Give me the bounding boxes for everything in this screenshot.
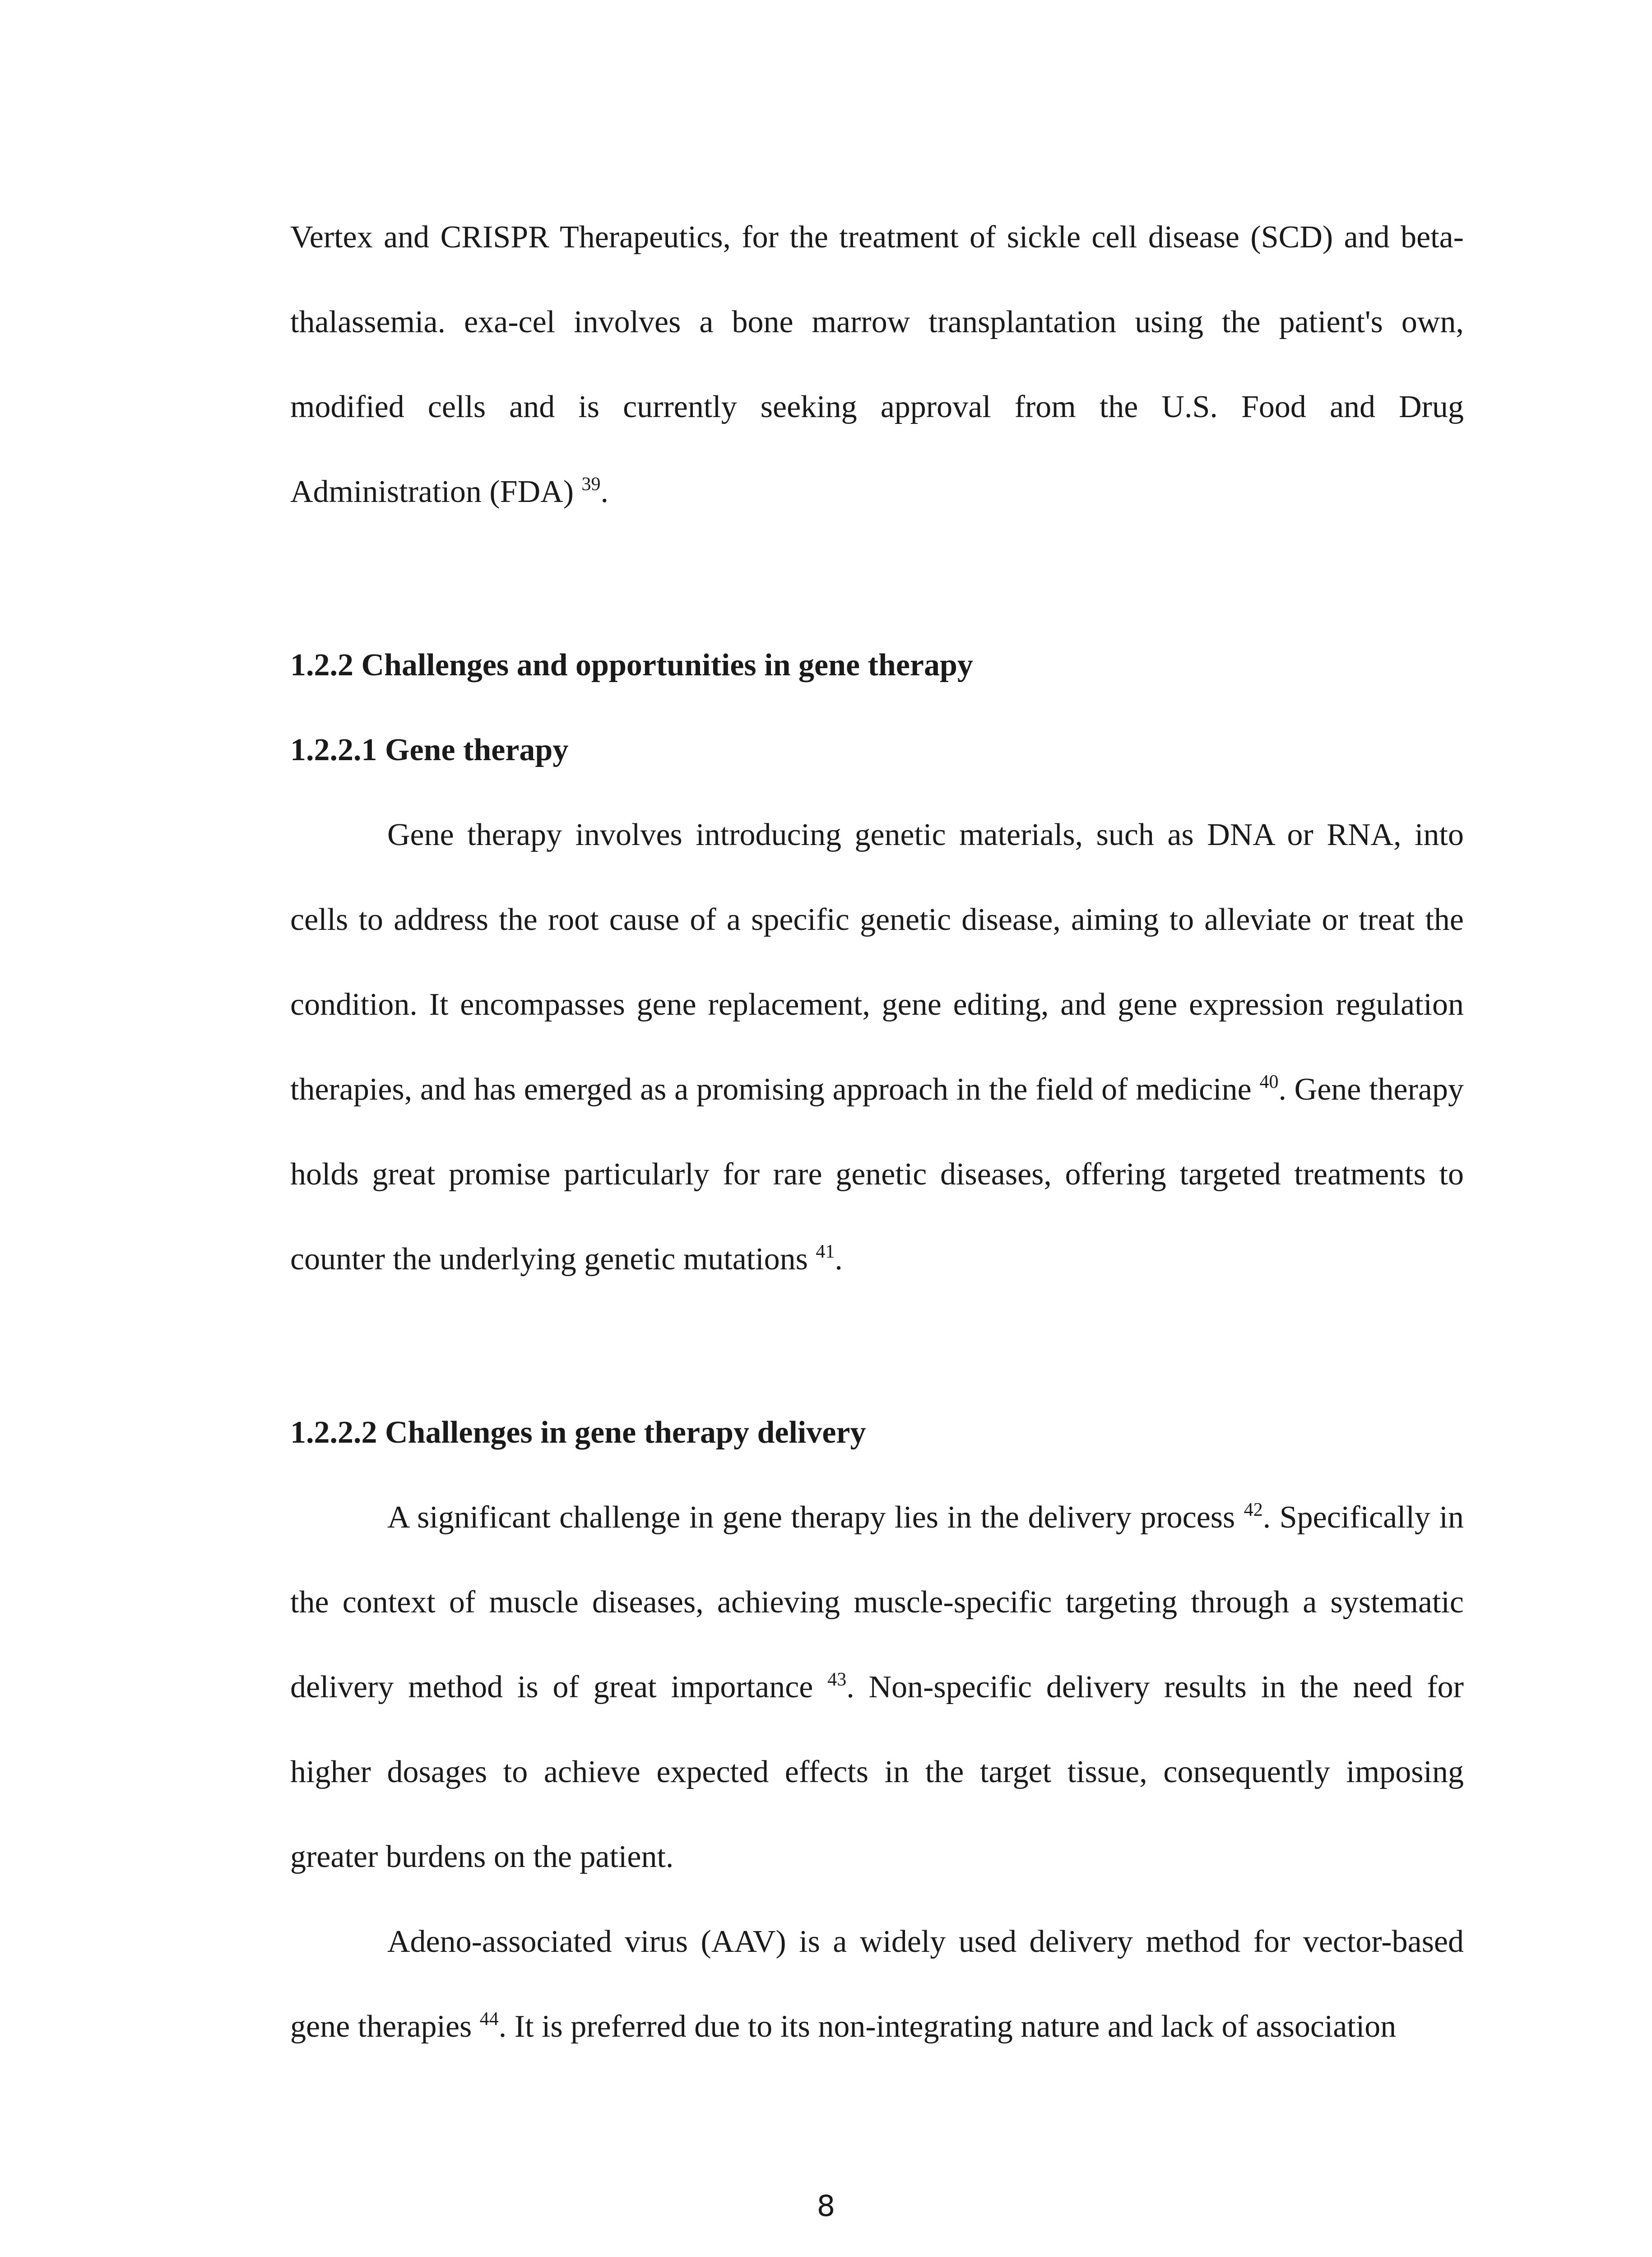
section-heading-1-2-2: 1.2.2 Challenges and opportunities in gene therapy [290,648,973,683]
section-heading-1-2-2-1: 1.2.2.1 Gene therapy [290,733,569,767]
intro-paragraph: Vertex and CRISPR Therapeutics, for the treatment of sickle cell disease (SCD) and beta-thalassemia. exa-cel involves a bone marrow transplantation using the patient's own, modified cells and is currently seeking approval from the U.S. Food and Drug Administration (FDA) $^{39}$. [290,220,1464,509]
page-number: 8 [817,2190,835,2223]
citation-42: 42 [1244,1500,1263,1520]
delivery-challenge-paragraph: A significant challenge in gene therapy lies in the delivery process $^{42}$. Specifically in the context of muscle diseases, achieving muscle-specific targeting through a systematic delivery method is of great importance $^{43}$. Non-specific delivery results in the need for higher dosages to achieve expected effects in the target tissue, consequently imposing greater burdens on the patient. [290,1500,1464,1874]
section-1-2-2-2-block [290,1390,1464,2069]
section-1-2-2-block [290,623,1464,1302]
gene-therapy-paragraph: Gene therapy involves introducing genetic materials, such as DNA or RNA, into cells to address the root cause of a specific genetic disease, aiming to alleviate or treat the condition. It encompasses gene replacement, gene editing, and gene expression regulation therapies, and has emerged as a promising approach in the field of medicine $^{40}$. Gene therapy holds great promise particularly for rare genetic diseases, offering targeted treatments to counter the underlying genetic mutations $^{41}$. [290,817,1464,1277]
section-heading-1-2-2-2: 1.2.2.2 Challenges in gene therapy delivery [290,1415,866,1450]
intro-block [290,195,1464,534]
citation-44: 44 [479,2009,499,2029]
citation-40: 40 [1259,1072,1279,1092]
citation-39: 39 [581,474,601,495]
citation-43: 43 [827,1669,847,1690]
intro-paragraph-text: Vertex and CRISPR Therapeutics, for the treatment of sickle cell disease (SCD) and beta-thalassemia. exa-cel involves a bone marrow transplantation using the patient's own, modified cells and is currently seeking approval from the U.S. Food and Drug Administration (FDA) [290,220,1464,509]
aav-paragraph: Adeno-associated virus (AAV) is a widely used delivery method for vector-based gene therapies $^{44}$. It is preferred due to its non-integrating nature and lack of association [290,1924,1464,2044]
citation-41: 41 [816,1241,835,1262]
